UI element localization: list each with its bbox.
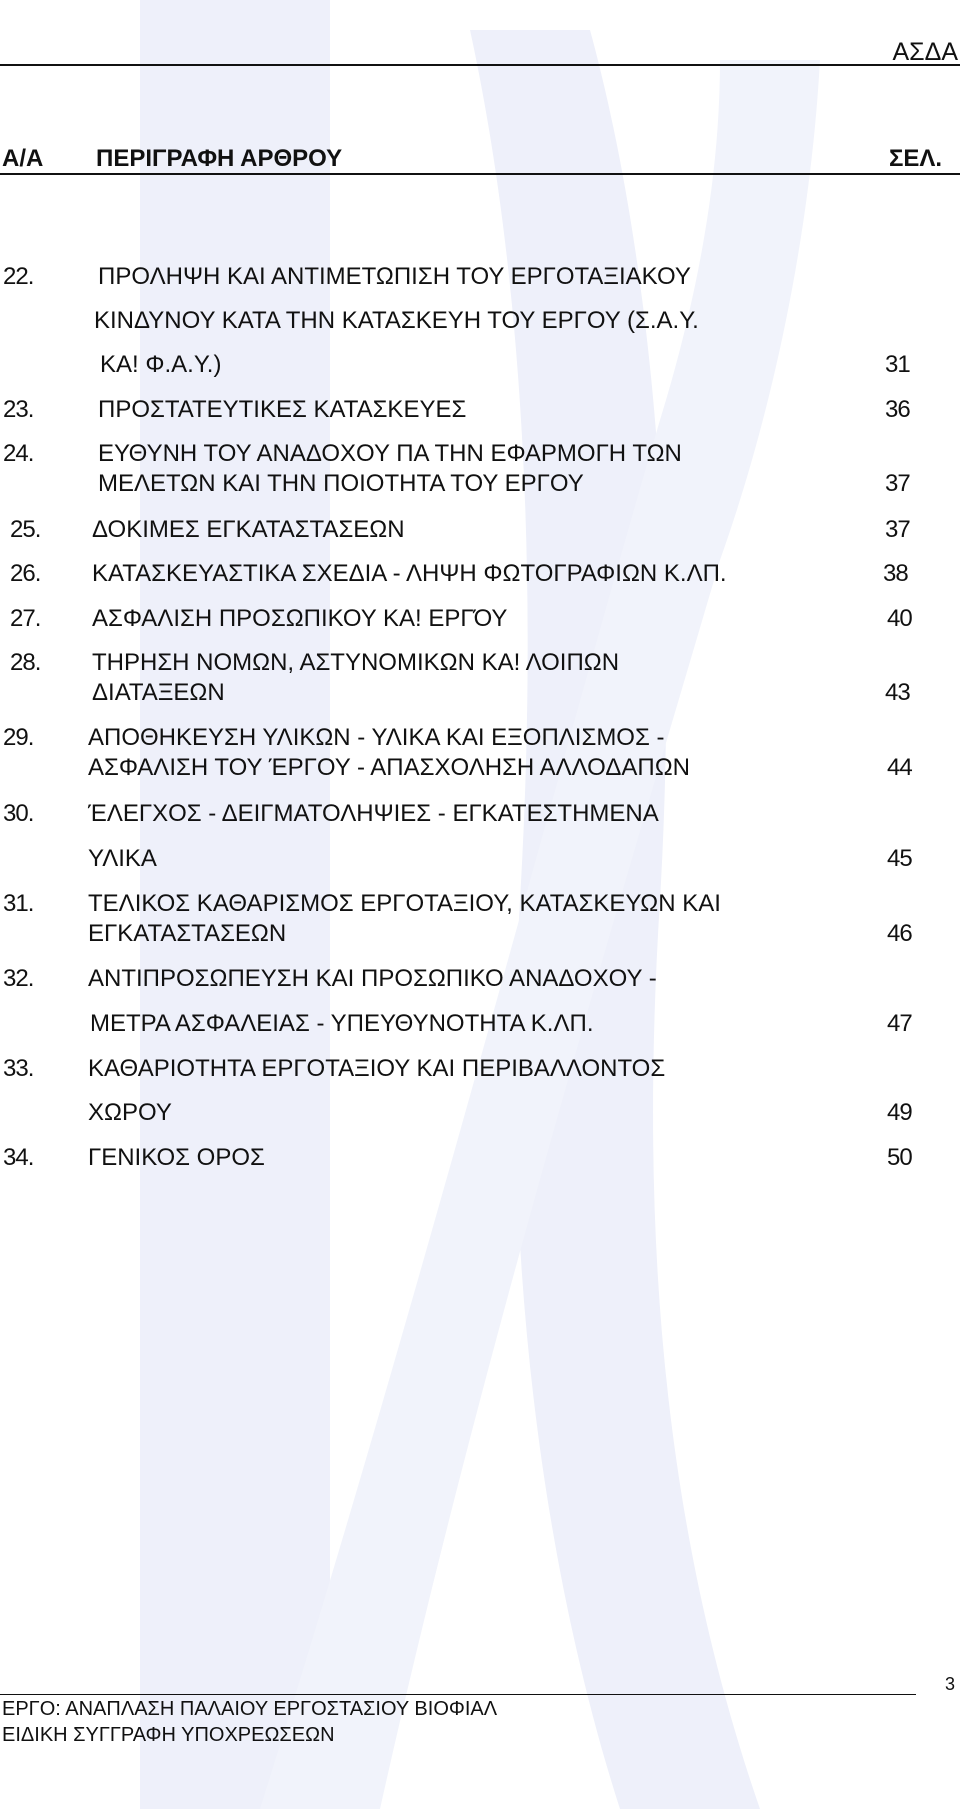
entry-number: 34. — [3, 1144, 34, 1171]
entry-number: 23. — [3, 396, 34, 423]
columns-rule — [0, 173, 960, 175]
entry-title-line: ΥΛΙΚΑ — [88, 845, 157, 872]
entry-title-line: ΚΑΤΑΣΚΕΥΑΣΤΙΚΑ ΣΧΕΔΙΑ - ΛΗΨΗ ΦΩΤΟΓΡΑΦΙΩΝ Κ.ΛΠ. — [92, 560, 727, 587]
column-description-heading: ΠΕΡΙΓΡΑΦΗ ΑΡΘΡΟΥ — [96, 145, 343, 172]
entry-title-line: ΤΕΛΙΚΟΣ ΚΑΘΑΡΙΣΜΟΣ ΕΡΓΟΤΑΞΙΟΥ, ΚΑΤΑΣΚΕΥΩΝ ΚΑΙ — [88, 890, 721, 917]
entry-page-number: 46 — [887, 920, 912, 947]
entry-number: 24. — [3, 440, 34, 467]
entry-title-line: ΠΡΟΛΗΨΗ ΚΑΙ ΑΝΤΙΜΕΤΩΠΙΣΗ ΤΟΥ ΕΡΓΟΤΑΞΙΑΚΟΥ — [98, 263, 691, 290]
entry-page-number: 47 — [887, 1010, 912, 1037]
entry-title-line: ΚΙΝΔΥΝΟΥ ΚΑΤΑ ΤΗΝ ΚΑΤΑΣΚΕΥΗ ΤΟΥ ΕΡΓΟΥ (Σ.Α.Υ. — [94, 307, 699, 334]
column-no-heading: Α/Α — [2, 145, 44, 172]
page-number: 3 — [945, 1674, 956, 1694]
entry-page-number: 37 — [885, 470, 910, 497]
entry-title-line: ΜΕΤΡΑ ΑΣΦΑΛΕΙΑΣ - ΥΠΕΥΘΥΝΟΤΗΤΑ Κ.ΛΠ. — [90, 1010, 594, 1037]
entry-number: 25. — [10, 516, 41, 543]
footer-rule — [0, 1694, 916, 1695]
entry-number: 32. — [3, 965, 34, 992]
entry-page-number: 50 — [887, 1144, 912, 1171]
footer-project-title: ΕΡΓΟ: ΑΝΑΠΛΑΣΗ ΠΑΛΑΙΟΥ ΕΡΓΟΣΤΑΣΙΟΥ ΒΙΟΦΙΑΛ — [2, 1698, 498, 1720]
entry-page-number: 45 — [887, 845, 912, 872]
entry-title-line: ΑΠΟΘΗΚΕΥΣΗ ΥΛΙΚΩΝ - ΥΛΙΚΑ ΚΑΙ ΕΞΟΠΛΙΣΜΟΣ - — [88, 724, 665, 751]
entry-page-number: 36 — [885, 396, 910, 423]
header-rule — [0, 64, 960, 66]
footer-document-title: ΕΙΔΙΚΗ ΣΥΓΓΡΑΦΗ ΥΠΟΧΡΕΩΣΕΩΝ — [2, 1724, 335, 1746]
entry-page-number: 40 — [887, 605, 912, 632]
document-code: ΑΣΔΑ — [892, 38, 958, 66]
entry-number: 29. — [3, 724, 34, 751]
entry-number: 28. — [10, 649, 41, 676]
column-page-heading: ΣΕΛ. — [889, 145, 943, 172]
entry-title-line: ΚΑ! Φ.Α.Υ.) — [100, 351, 222, 378]
entry-title-line: ΕΓΚΑΤΑΣΤΑΣΕΩΝ — [88, 920, 287, 947]
entry-number: 22. — [3, 263, 34, 290]
entry-title-line: ΓΕΝΙΚΟΣ ΟΡΟΣ — [88, 1144, 265, 1171]
entry-page-number: 38 — [883, 560, 908, 587]
entry-number: 33. — [3, 1055, 34, 1082]
entry-title-line: ΑΣΦΑΛΙΣΗ ΠΡΟΣΩΠΙΚΟΥ ΚΑ! ΕΡΓΌΥ — [92, 605, 508, 632]
entry-title-line: ΑΝΤΙΠΡΟΣΩΠΕΥΣΗ ΚΑΙ ΠΡΟΣΩΠΙΚΟ ΑΝΑΔΟΧΟΥ - — [88, 965, 657, 992]
entry-number: 30. — [3, 800, 34, 827]
entry-title-line: ΔΟΚΙΜΕΣ ΕΓΚΑΤΑΣΤΑΣΕΩΝ — [92, 516, 405, 543]
entry-page-number: 37 — [885, 516, 910, 543]
entry-title-line: ΠΡΟΣΤΑΤΕΥΤΙΚΕΣ ΚΑΤΑΣΚΕΥΕΣ — [98, 396, 467, 423]
entry-title-line: ΚΑΘΑΡΙΟΤΗΤΑ ΕΡΓΟΤΑΞΙΟΥ ΚΑΙ ΠΕΡΙΒΑΛΛΟΝΤΟΣ — [88, 1055, 666, 1082]
entry-title-line: ΤΗΡΗΣΗ ΝΟΜΩΝ, ΑΣΤΥΝΟΜΙΚΩΝ ΚΑ! ΛΟΙΠΩΝ — [92, 649, 620, 676]
entry-page-number: 43 — [885, 679, 910, 706]
entry-page-number: 49 — [887, 1099, 912, 1126]
entry-page-number: 31 — [885, 351, 910, 378]
entry-title-line: ΕΥΘΥΝΗ ΤΟΥ ΑΝΑΔΟΧΟΥ ΠΑ ΤΗΝ ΕΦΑΡΜΟΓΗ ΤΩΝ — [98, 440, 682, 467]
entry-number: 27. — [10, 605, 41, 632]
entry-title-line: ΔΙΑΤΑΞΕΩΝ — [92, 679, 225, 706]
entry-number: 26. — [10, 560, 41, 587]
entry-title-line: ΧΩΡΟΥ — [88, 1099, 172, 1126]
entry-number: 31. — [3, 890, 34, 917]
entry-title-line: ΜΕΛΕΤΩΝ ΚΑΙ ΤΗΝ ΠΟΙΟΤΗΤΑ ΤΟΥ ΕΡΓΟΥ — [98, 470, 584, 497]
entry-page-number: 44 — [887, 754, 912, 781]
entry-title-line: ΈΛΕΓΧΟΣ - ΔΕΙΓΜΑΤΟΛΗΨΙΕΣ - ΕΓΚΑΤΕΣΤΗΜΕΝΑ — [88, 800, 659, 827]
entry-title-line: ΑΣΦΑΛΙΣΗ ΤΟΥ ΈΡΓΟΥ - ΑΠΑΣΧΟΛΗΣΗ ΑΛΛΟΔΑΠΩΝ — [88, 754, 690, 781]
